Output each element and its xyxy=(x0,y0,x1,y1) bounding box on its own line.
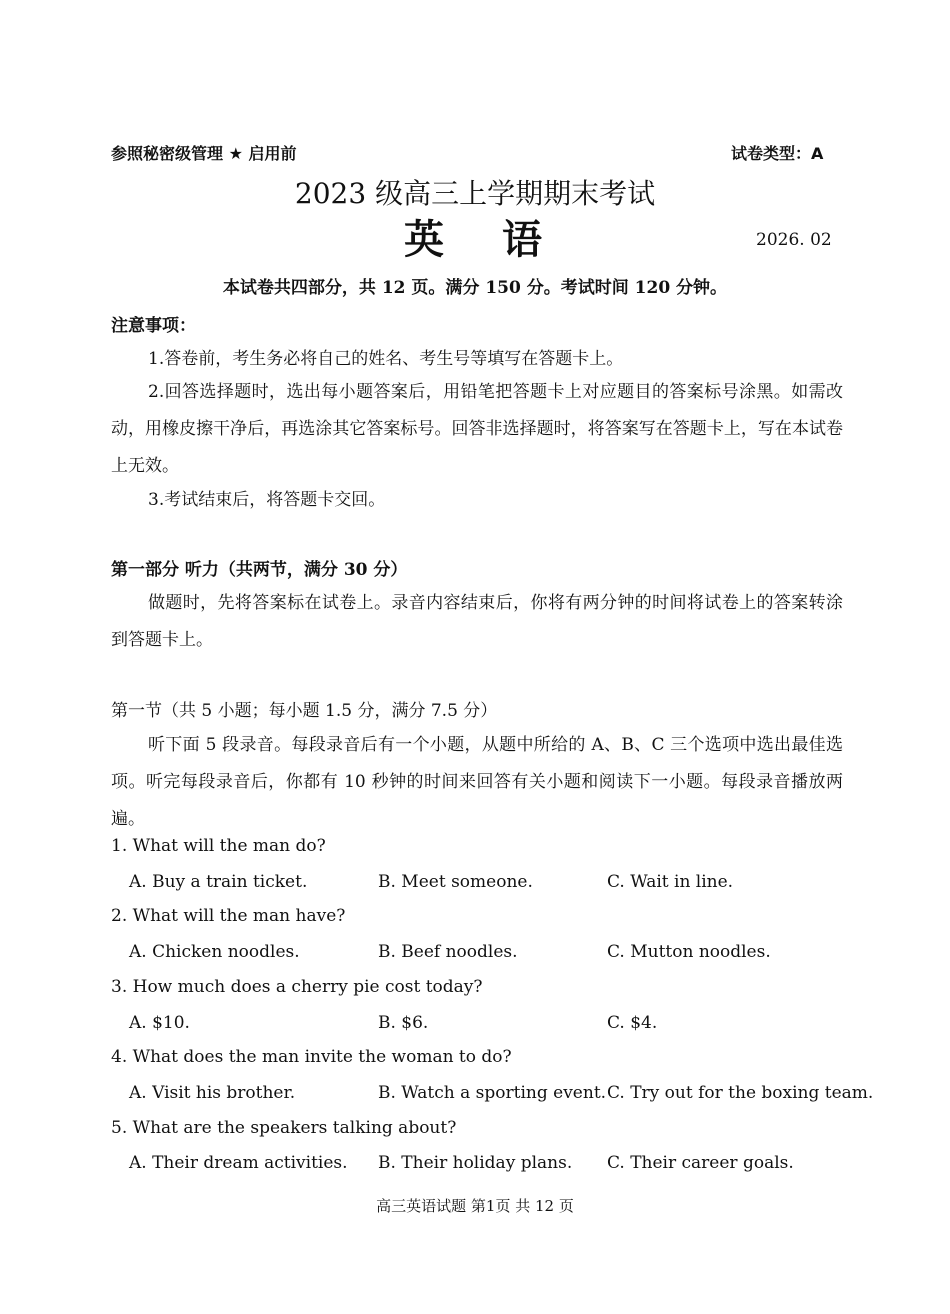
option-a: A. Chicken noodles. xyxy=(129,942,300,962)
option-b: B. Meet someone. xyxy=(378,872,533,892)
confidentiality-label: 参照秘密级管理 ★ 启用前 xyxy=(111,144,297,163)
page-footer: 高三英语试题 第1页 共 12 页 xyxy=(376,1197,574,1215)
option-c: C. Try out for the boxing team. xyxy=(607,1083,874,1103)
exam-date: 2026. 02 xyxy=(756,230,832,250)
option-c: C. Their career goals. xyxy=(607,1153,794,1173)
option-c: C. $4. xyxy=(607,1013,658,1033)
notice-item: 1.答卷前，考生务必将自己的姓名、考生号等填写在答题卡上。 xyxy=(148,349,624,369)
question-stem: 4. What does the man invite the woman to do? xyxy=(111,1047,512,1067)
question-stem: 1. What will the man do? xyxy=(111,836,326,856)
section1-heading: 第一节（共 5 小题；每小题 1.5 分，满分 7.5 分） xyxy=(111,701,498,721)
option-b: B. Beef noodles. xyxy=(378,942,518,962)
paper-type-label: 试卷类型：A xyxy=(731,144,824,163)
exam-info: 本试卷共四部分，共 12 页。满分 150 分。考试时间 120 分钟。 xyxy=(222,278,728,298)
option-a: A. Buy a train ticket. xyxy=(129,872,308,892)
question-stem: 3. How much does a cherry pie cost today? xyxy=(111,977,483,997)
subject-title: 英语 xyxy=(404,217,600,263)
option-b: B. Their holiday plans. xyxy=(378,1153,573,1173)
notice-item: 3.考试结束后，将答题卡交回。 xyxy=(148,490,386,510)
question-stem: 5. What are the speakers talking about? xyxy=(111,1118,457,1138)
option-a: A. $10. xyxy=(129,1013,190,1033)
part1-instructions: 做题时，先将答案标在试卷上。录音内容结束后，你将有两分钟的时间将试卷上的答案转涂到答题卡上。 xyxy=(111,593,843,650)
option-c: C. Wait in line. xyxy=(607,872,734,892)
option-b: B. Watch a sporting event. xyxy=(378,1083,607,1103)
option-b: B. $6. xyxy=(378,1013,429,1033)
exam-title: 2023 级高三上学期期末考试 xyxy=(294,177,656,210)
option-a: A. Their dream activities. xyxy=(129,1153,348,1173)
notice-heading: 注意事项： xyxy=(111,316,196,336)
notice-item: 2.回答选择题时，选出每小题答案后，用铅笔把答题卡上对应题目的答案标号涂黑。如需改动，用橡皮擦干净后，再选涂其它答案标号。回答非选择题时，将答案写在答题卡上，写在本试卷上无效。 xyxy=(111,382,843,476)
option-a: A. Visit his brother. xyxy=(129,1083,296,1103)
option-c: C. Mutton noodles. xyxy=(607,942,771,962)
question-stem: 2. What will the man have? xyxy=(111,906,346,926)
part1-heading: 第一部分 听力（共两节，满分 30 分） xyxy=(111,560,408,580)
section1-instructions: 听下面 5 段录音。每段录音后有一个小题，从题中所给的 A、B、C 三个选项中选出最佳选项。听完每段录音后，你都有 10 秒钟的时间来回答有关小题和阅读下一小题。每段录音播放两遍。 xyxy=(111,735,843,829)
